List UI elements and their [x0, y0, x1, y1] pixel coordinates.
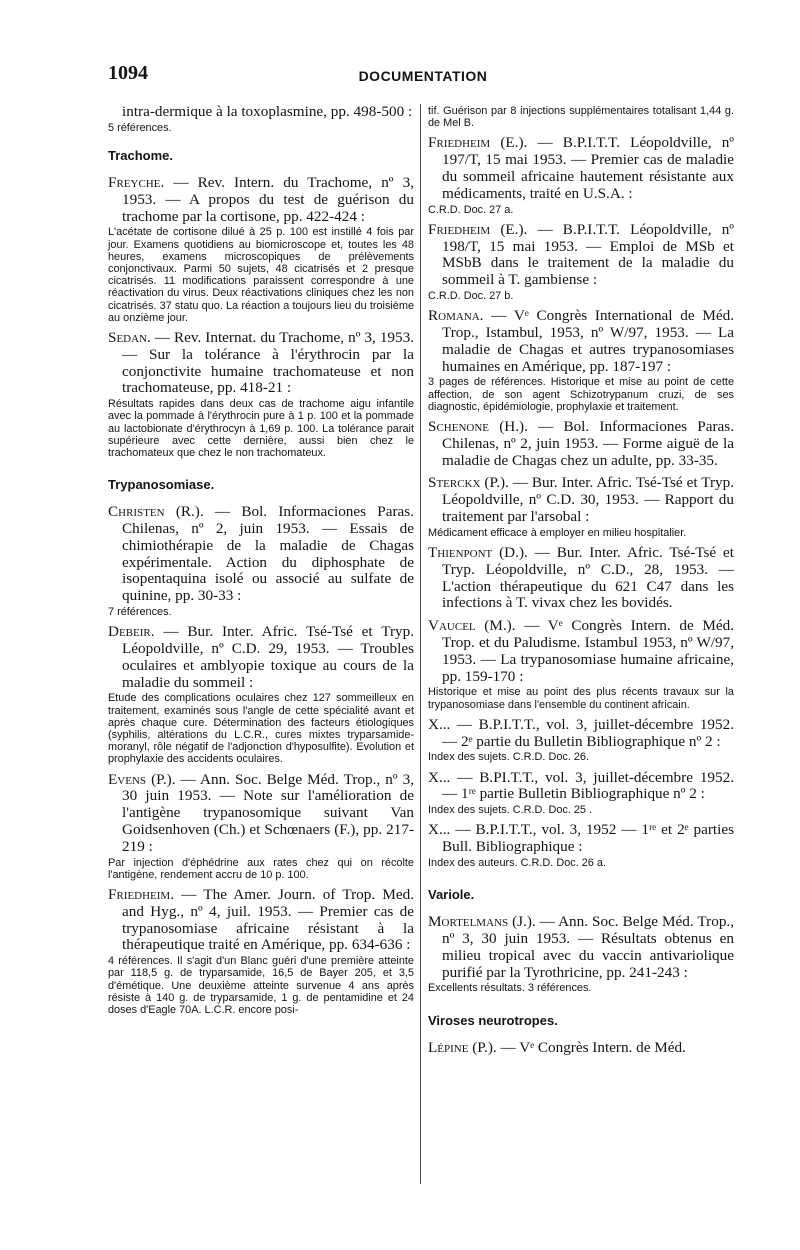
entry-author: Christen (R.).: [108, 503, 204, 521]
entry-reference: — Rev. Intern. du Trachome, nº 3, 1953. — A propos du test de guérison du trachome par la cortisone, pp. 422-424 :: [122, 174, 414, 225]
entry-author: Mortelmans (J.).: [428, 913, 536, 931]
entry-author: Thienpont (D.).: [428, 543, 528, 561]
entry-abstract: tif. Guérison par 8 injections supplémentaires totalisant 1,44 g. de Mel B.: [428, 105, 734, 130]
entry-schenone: [428, 419, 734, 469]
entry-reference: — Ann. Soc. Belge Méd. Trop., nº 3, 30 juin 1953. — Note sur l'amélioration de l'antigène trypanosomique suivant Van Goidsenhoven (Ch.) et Schœnaers (F.), pp. 217-219 :: [122, 770, 414, 855]
entry-author: Vaucel (M.).: [428, 617, 516, 635]
entry-friedheim: [108, 887, 414, 1016]
entry-friedheim-198: [428, 222, 734, 302]
entry-citation: [108, 504, 414, 605]
left-column: [108, 104, 414, 1022]
entry-citation: [428, 419, 734, 469]
entry-author: Friedheim (E.).: [428, 134, 528, 152]
entry-author: Lépine (P.).: [428, 1038, 497, 1056]
entry-citation: X... — B.PI.T.T., vol. 3, juillet-décembre 1952. — 1ʳᵉ partie Bulletin Bibliographique nº 2 :: [428, 768, 734, 803]
column-divider: [420, 104, 421, 1184]
entry-citation: [428, 1040, 734, 1057]
entry-christen: [108, 504, 414, 618]
entry-citation: X... — B.P.I.T.T., vol. 3, 1952 — 1ʳᵉ et 2ᵉ parties Bull. Bibliographique :: [428, 821, 734, 856]
entry-abstract: Etude des complications oculaires chez 127 sommeilleux en traitement, examinés sous l'angle de cette spécialité avant et après chaque cure. Détermination des facteurs étiologiques (syphilis, altérations du L.C.R., cures mixtes tryparsamide-moranyl, rôle négatif de l'adjonction d'hyposulfite). Evolution et prophylaxie des accidents oculaires.: [108, 692, 414, 766]
entry-citation: [428, 545, 734, 612]
entry-x-auteurs: [428, 822, 734, 869]
entry-author: Schenone (H.).: [428, 417, 528, 435]
entry-abstract: C.R.D. Doc. 27 a.: [428, 203, 514, 216]
entry-intro: [108, 104, 414, 134]
entry-reference: — Bur. Inter. Afric. Tsé-Tsé et Tryp. Léopoldville, nº C.D., 28, 1953. — L'action thérapeutique du 621 C47 dans les infections à T. vivax chez les bovidés.: [442, 543, 734, 612]
entry-lepine: [428, 1040, 734, 1057]
entry-mortelmans: [428, 914, 734, 994]
section-heading-viroses-neurotropes: Viroses neurotropes.: [428, 1012, 558, 1028]
entry-reference: — Rev. Internat. du Trachome, nº 3, 1953. — Sur la tolérance à l'érythrocin par la conjonctivite humaine trachomateuse et non trachomateuse, pp. 418-21 :: [122, 329, 414, 397]
entry-abstract: C.R.D. Doc. 27 b.: [428, 289, 514, 302]
entry-abstract: Index des sujets. C.R.D. Doc. 25 .: [428, 804, 593, 817]
entry-reference: — Vᵉ Congrès Intern. de Méd. Trop. et du Paludisme. Istambul 1953, nº W/97, 1953. — La trypanosomiase humaine africaine, pp. 159-170 :: [442, 617, 734, 685]
entry-abstract: 5 références.: [108, 121, 172, 134]
entry-reference: — Vᵉ Congrès International de Méd. Trop., Istambul, 1953, nº W/97, 1953. — La maladie de Chagas et autres trypanosomiases humaines en Amérique, pp. 187-197 :: [442, 307, 734, 375]
entry-debeir: [108, 624, 414, 765]
entry-abstract: Historique et mise au point des plus récents travaux sur la trypanosomiase dans l'ensemble du continent africain.: [428, 686, 734, 711]
entry-abstract: Excellents résultats. 3 références.: [428, 982, 592, 995]
entry-reference: — Bur. Inter. Afric. Tsé-Tsé et Tryp. Léopoldville, nº C.D. 30, 1953. — Rapport du traitement par l'arsobal :: [442, 474, 734, 525]
entry-reference: — Bol. Informaciones Paras. Chilenas, nº 2, juin 1953. — Forme aiguë de la maladie de Chagas chez un adulte, pp. 33-35.: [442, 417, 734, 469]
entry-evens: [108, 772, 414, 881]
entry-friedheim-197: [428, 135, 734, 215]
entry-x-2e-partie: [428, 717, 734, 764]
entry-author: Sedan.: [108, 329, 151, 347]
entry-abstract: Index des sujets. C.R.D. Doc. 26.: [428, 751, 590, 764]
entry-author: Freyche.: [108, 174, 165, 191]
page-header: [108, 62, 738, 92]
entry-citation: [428, 308, 734, 375]
entry-abstract: Index des auteurs. C.R.D. Doc. 26 a.: [428, 856, 606, 869]
entry-abstract: 3 pages de références. Historique et mise au point de cette affection, de son agent Schizotrypanum cruzi, de ses diagnostic, épidémiologie, prophylaxie et traitement.: [428, 376, 734, 413]
entry-abstract: 4 références. Il s'agit d'un Blanc guéri d'une première atteinte par 118,5 g. de tryparsamide, 16,5 de Bayer 205, et 3,5 d'émétique. Une deuxième atteinte survenue 4 ans après résiste à 140 g. de tryparsamide, 1 g. de pentamidine et 24 doses d'Eagle 70A. L.C.R. encore posi-: [108, 955, 414, 1016]
entry-author: Romana.: [428, 307, 484, 325]
entry-citation: [108, 772, 414, 856]
page-number: 1094: [108, 62, 148, 84]
entry-author: Sterckx (P.).: [428, 474, 509, 492]
entry-reference: — Bol. Informaciones Paras. Chilenas, nº 2, juin 1953. — Essais de chimiothérapie de la maladie de Chagas expérimentale. Action du diphosphate de isopentaquina isolé ou associé au sulfate de quinine, pp. 30-33 :: [122, 503, 414, 605]
section-heading-variole: Variole.: [428, 887, 475, 903]
running-title: DOCUMENTATION: [358, 68, 488, 84]
entry-abstract: Médicament efficace à employer en milieu hospitalier.: [428, 526, 687, 539]
entry-abstract: 7 références.: [108, 606, 172, 618]
section-heading-trypanosomiase: Trypanosomiase.: [108, 477, 215, 493]
entry-reference: — B.P.I.T.T. Léopoldville, nº 198/T, 15 mai 1953. — Emploi de MSb et MSbB dans le traitement de la maladie du sommeil à T. gambiense :: [442, 220, 735, 289]
entry-reference: — The Amer. Journ. of Trop. Med. and Hyg., nº 4, juil. 1953. — Premier cas de trypanosomiase africaine résistant à la thérapeutique traité en Amérique, pp. 634-636 :: [122, 886, 414, 954]
entry-abstract: Par injection d'éphédrine aux rates chez qui on récolte l'antigène, rendement accru de 10 p. 100.: [108, 856, 414, 881]
entry-reference: — Bur. Inter. Afric. Tsé-Tsé et Tryp. Léopoldville, nº C.D. 29, 1953. — Troubles oculaires et amblyopie toxique au cours de la maladie du sommeil :: [122, 623, 414, 691]
entry-citation: intra-dermique à la toxoplasmine, pp. 498-500 :: [122, 103, 413, 120]
entry-citation: [428, 618, 734, 685]
entry-citation: [108, 175, 414, 225]
entry-vaucel: [428, 618, 734, 711]
section-heading-trachome: Trachome.: [108, 148, 174, 163]
entry-x-1re-partie: [428, 770, 734, 817]
entry-author: Evens (P.).: [108, 770, 176, 788]
entry-continuation: [428, 105, 734, 129]
entry-author: Friedheim (E.).: [428, 220, 528, 238]
entry-romana: [428, 308, 734, 413]
entry-sedan: [108, 330, 414, 459]
entry-author: Debeir.: [108, 623, 155, 641]
entry-citation: [428, 914, 734, 981]
entry-citation: X... — B.P.I.T.T., vol. 3, juillet-décembre 1952. — 2ᵉ partie du Bulletin Bibliographique nº 2 :: [428, 715, 734, 750]
entry-reference: — B.P.I.T.T. Léopoldville, nº 197/T, 15 mai 1953. — Premier cas de maladie du sommeil africaine hautement résistante aux médicaments, traité en U.S.A. :: [442, 134, 735, 202]
entry-thienpont: [428, 545, 734, 612]
entry-sterckx: [428, 475, 734, 539]
entry-citation: [428, 222, 734, 289]
entry-abstract: L'acétate de cortisone dilué à 25 p. 100 est instillé 4 fois par jour. Examens quotidiens au biomicroscope et, toutes les 48 heures, examens microscopiques de prélèvements conjonctivaux. Parmi 50 sujets, 48 cicatrisés et 2 presque cicatrisés. 11 modifications paraissent correspondre à une réactivation du virus. Deux réactivations cliniques chez les non cicatrisés. 37 statu quo. La réaction a toujours lieu du troisième au onzième jour.: [108, 226, 414, 324]
entry-reference: — Ann. Soc. Belge Méd. Trop., nº 3, 30 juin 1953. — Résultats obtenus en milieu tropical avec du vaccin antivariolique purifié par la Tyrothricine, pp. 241-243 :: [442, 913, 735, 981]
entry-freyche: [108, 175, 414, 324]
entry-citation: [108, 330, 414, 397]
entry-citation: [428, 475, 734, 525]
entry-citation: [428, 135, 734, 202]
entry-citation: [108, 624, 414, 691]
entry-author: Friedheim.: [108, 886, 175, 903]
entry-reference: — Vᵉ Congrès Intern. de Méd.: [496, 1038, 686, 1056]
entry-abstract: Résultats rapides dans deux cas de trachome aigu infantile avec la pommade à l'érythrocin pure à 1 p. 100 et la pommade au lactobionate d'érythrocyn à 1,69 p. 100. La tolérance parait supérieure avec cette dernière, aussi bien chez le trachomateux que chez le non trachomateux.: [108, 398, 414, 460]
right-column: [428, 104, 734, 1062]
entry-citation: [108, 887, 414, 954]
